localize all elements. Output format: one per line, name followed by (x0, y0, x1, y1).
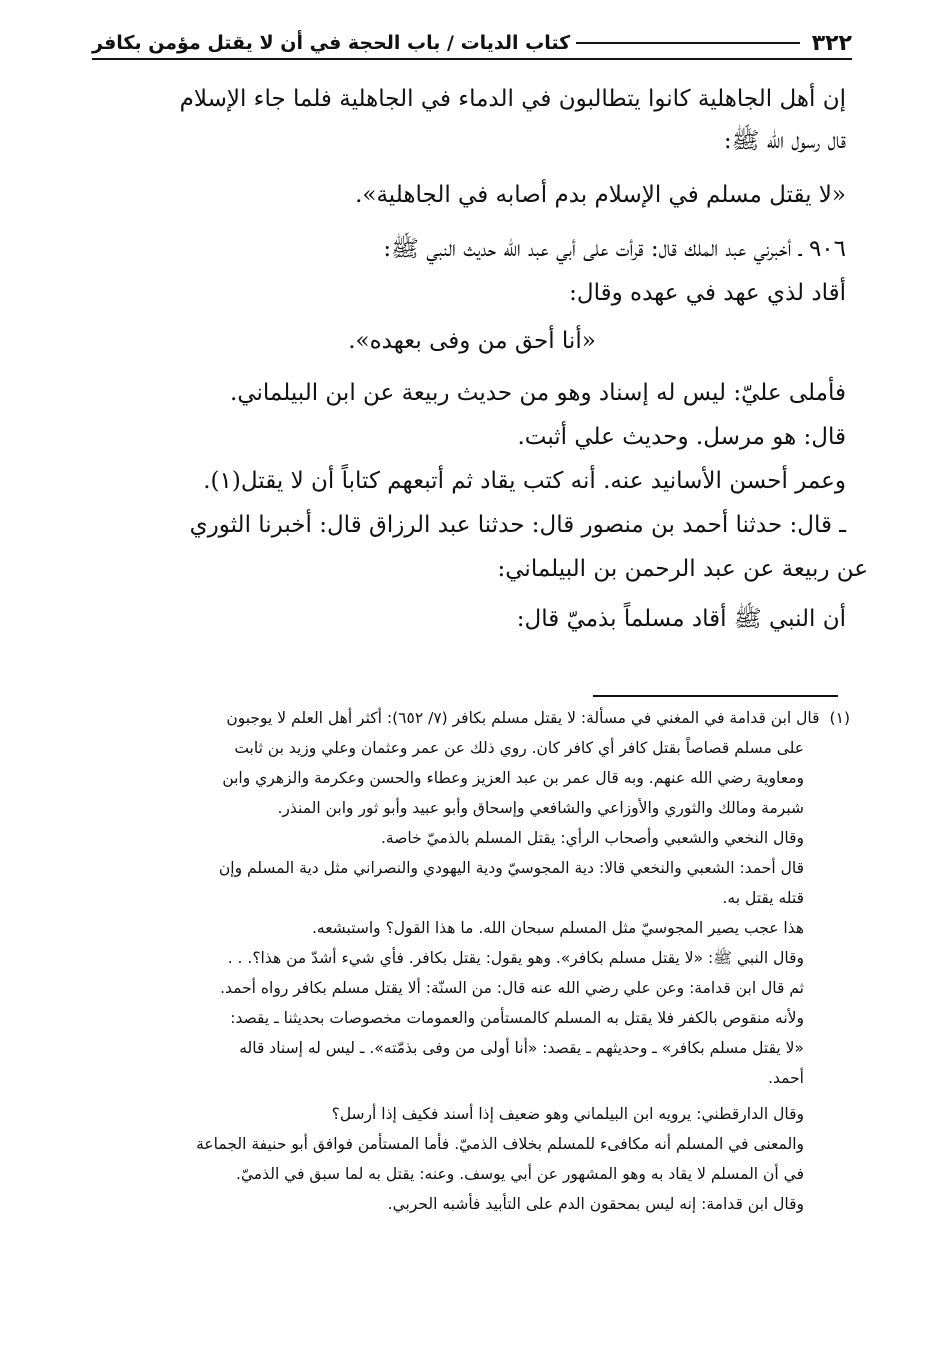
header-rule (92, 58, 852, 60)
footnote-line: وقال الدارقطني: يرويه ابن البيلماني وهو ضعيف إذا أسند فكيف إذا أرسل؟ (331, 1105, 804, 1123)
footnote-line (226, 706, 850, 730)
footnote-line: أحمد. (768, 1069, 804, 1087)
footnote-line: والمعنى في المسلم أنه مكافىء للمسلم بخلاف الذميّ. فأما المستأمن فوافق أبو حنيفة الجماعة (196, 1135, 804, 1153)
footnote-line: على مسلم قصاصاً بقتل كافر أي كافر كان. روي ذلك عن عمر وعثمان وعلي وزيد بن ثابت (234, 739, 804, 757)
body-line: أن النبي ﷺ أقاد مسلماً بذميّ قال: (516, 606, 846, 632)
footnote-line: ولأنه منقوص بالكفر فلا يقتل به المسلم كالمستأمن والعمومات مخصوصات بحديثنا ـ يقصد: (230, 1009, 804, 1027)
body-line: وعمر أحسن الأسانيد عنه. أنه كتب يقاد ثم أتبعهم كتاباً أن لا يقتل(١). (203, 468, 846, 494)
footnote-line: قتله يقتل به. (722, 889, 804, 907)
footnote-line: ثم قال ابن قدامة: وعن علي رضي الله عنه قال: من السنّة: ألا يقتل مسلم بكافر رواه أحمد. (220, 979, 804, 997)
footnote-line: وقال النبي ﷺ: «لا يقتل مسلم بكافر». وهو يقول: يقتل بكافر. فأي شيء أشدّ من هذا؟. . . (227, 949, 804, 967)
running-title: كتاب الديات / باب الحجة في أن لا يقتل مؤمن بكافر (92, 32, 571, 54)
header-leader-line (576, 42, 800, 44)
footnote-line: وقال ابن قدامة: إنه ليس بمحقون الدم على التأبيد فأشبه الحربي. (387, 1195, 804, 1213)
hadith-906-heading: ٩٠٦ ـ أخبرني عبد الملك قال: قرأت على أبي عبد الله حديث النبي ﷺ: (383, 236, 846, 262)
footnote-text: قال ابن قدامة في المغني في مسألة: لا يقتل مسلم بكافر (٧/ ٦٥٢): أكثر أهل العلم لا يوجبون (226, 709, 820, 727)
footnote-line: شبرمة ومالك والثوري والأوزاعي والشافعي وإسحاق وأبو عبيد وأبو ثور وابن المنذر. (277, 799, 804, 817)
body-line: إن أهل الجاهلية كانوا يتطالبون في الدماء في الجاهلية فلما جاء الإسلام (179, 86, 846, 112)
footnote-line: وقال النخعي والشعبي وأصحاب الرأي: يقتل المسلم بالذميّ خاصة. (381, 829, 804, 847)
page-number: ٣٢٢ (811, 30, 852, 56)
body-line: عن ربيعة عن عبد الرحمن بن البيلماني: (497, 556, 868, 582)
body-line: أقاد لذي عهد في عهده وقال: (569, 280, 846, 306)
body-line: قال: هو مرسل. وحديث علي أثبت. (517, 424, 846, 450)
body-line: فأملى عليّ: ليس له إسناد وهو من حديث ربيعة عن ابن البيلماني. (230, 380, 846, 406)
hadith-quote: «أنا أحق من وفى بعهده». (348, 328, 596, 354)
footnote-line: هذا عجب يصير المجوسيّ مثل المسلم سبحان الله. ما هذا القول؟ واستبشعه. (311, 919, 804, 937)
running-header (92, 28, 852, 58)
footnote-line: «لا يقتل مسلم بكافر» ـ وحديثهم ـ يقصد: «أنا أولى من وفى بذمّته». ـ ليس له إسناد قاله (239, 1039, 804, 1057)
footnote-marker: (١) (829, 709, 850, 727)
hadith-quote: «لا يقتل مسلم في الإسلام بدم أصابه في الجاهلية». (355, 182, 846, 208)
footnote-line: قال أحمد: الشعبي والنخعي قالا: دية المجوسيّ ودية اليهودي والنصراني مثل دية المسلم وإن (218, 859, 804, 877)
footnote-line: في أن المسلم لا يقاد به وهو المشهور عن أبي يوسف. وعنه: يقتل به لما سبق في الذميّ. (235, 1165, 804, 1183)
footnote-separator (593, 695, 838, 697)
body-line: قال رسول الله ﷺ: (723, 128, 846, 154)
body-line: ـ قال: حدثنا أحمد بن منصور قال: حدثنا عبد الرزاق قال: أخبرنا الثوري (189, 512, 846, 538)
footnote-line: ومعاوية رضي الله عنهم. وبه قال عمر بن عبد العزيز وعطاء والحسن وعكرمة والزهري وابن (222, 769, 804, 787)
